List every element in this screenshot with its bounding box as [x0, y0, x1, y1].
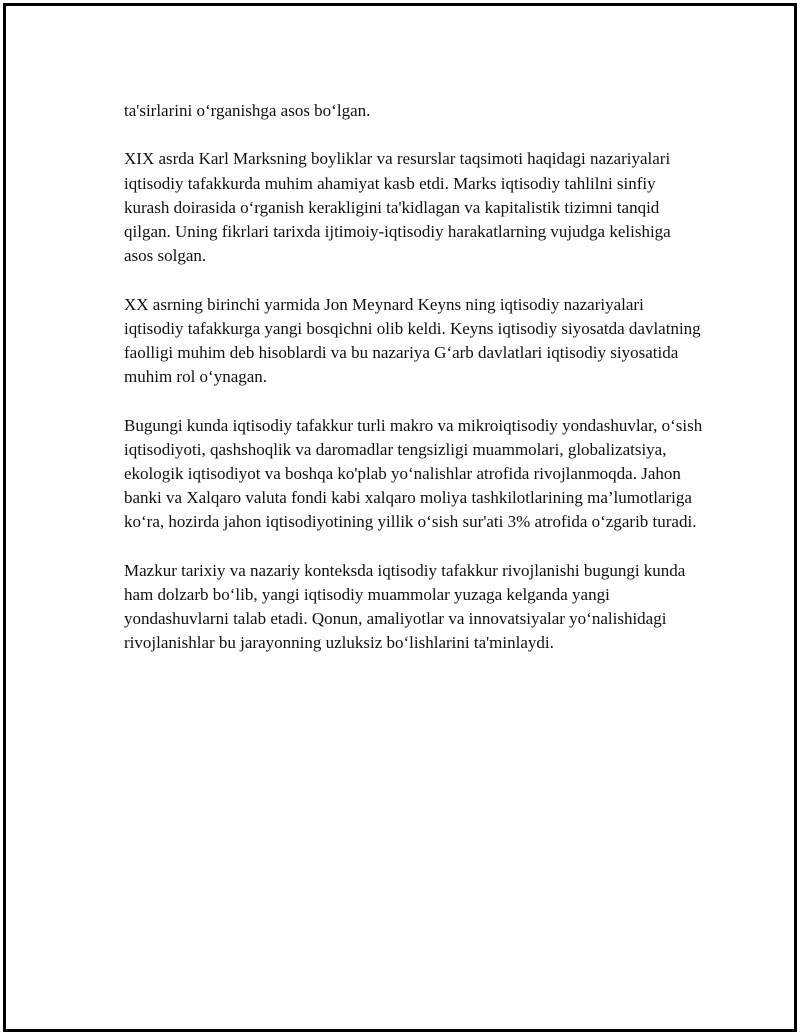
page-frame: [3, 3, 797, 1032]
paragraph-4: Bugungi kunda iqtisodiy tafakkur turli makro va mikroiqtisodiy yondashuvlar, o‘sish iqtisodiyoti, qashshoqlik va daromadlar tengsizligi muammolari, globalizatsiya, ekologik iqtisodiyot va boshqa ko'plab yo‘nalishlar atrofida rivojlanmoqda. Jahon banki va Xalqaro valuta fondi kabi xalqaro moliya tashkilotlarining ma’lumotlariga ko‘ra, hozirda jahon iqtisodiyotining yillik o‘sish sur'ati 3% atrofida o‘zgarib turadi.: [124, 415, 703, 532]
paragraph-5: Mazkur tarixiy va nazariy konteksda iqtisodiy tafakkur rivojlanishi bugungi kunda ham dolzarb bo‘lib, yangi iqtisodiy muammolar yuzaga kelganda yangi yondashuvlarni talab etadi. Qonun, amaliyotlar va innovatsiyalar yo‘nalishidagi rivojlanishlar bu jarayonning uzluksiz bo‘lishlarini ta'minlaydi.: [124, 560, 686, 653]
paragraph-1: ta'sirlarini o‘rganishga asos bo‘lgan.: [124, 101, 371, 120]
paragraph-3: XX asrning birinchi yarmida Jon Meynard Keyns ning iqtisodiy nazariyalari iqtisodiy tafakkurga yangi bosqichni olib keldi. Keyns iqtisodiy siyosatda davlatning faolligi muhim deb hisoblardi va bu nazariya G‘arb davlatlari iqtisodiy siyosatida muhim rol o‘ynagan.: [124, 294, 701, 387]
document-body: [124, 99, 704, 680]
paragraph-2: XIX asrda Karl Marksning boyliklar va resurslar taqsimoti haqidagi nazariyalari iqtisodiy tafakkurda muhim ahamiyat kasb etdi. Marks iqtisodiy tahlilni sinfiy kurash doirasida o‘rganish kerakligini ta'kidlagan va kapitalistik tizimni tanqid qilgan. Uning fikrlari tarixda ijtimoiy-iqtisodiy harakatlarning vujudga kelishiga asos solgan.: [124, 149, 671, 266]
